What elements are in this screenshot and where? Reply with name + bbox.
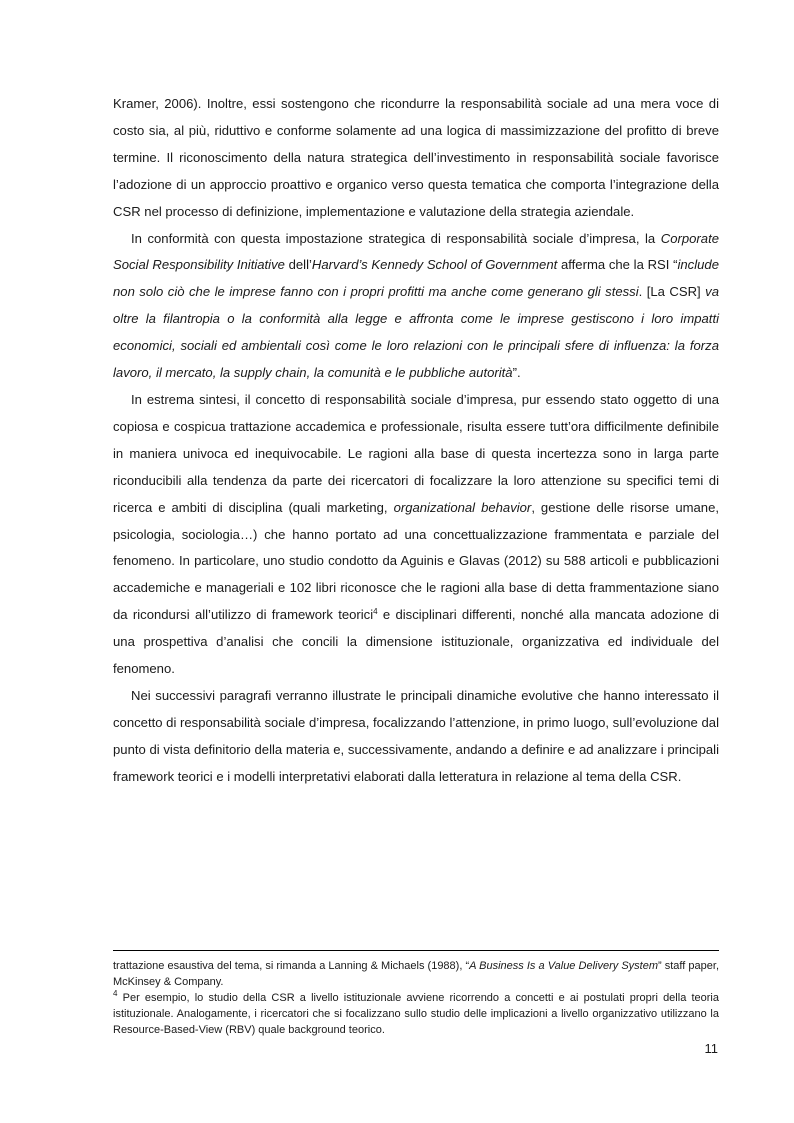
paragraph-2-italic-4: va oltre la filantropia o la conformità alla legge e affronta come le imprese gestiscono i loro impatti economici, sociali ed ambientali così come le loro relazioni con le principali sfere di influenza: la forza lavoro, il mercato, la supply chain, la comunità e le pubbliche autorità bbox=[113, 284, 720, 381]
paragraph-3-text-1: In estrema sintesi, il concetto di responsabilità sociale d’impresa, pur essendo stato oggetto di una copiosa e cospicua trattazione accademica e professionale, risulta essere tutt’ora difficilmente definibile in maniera univoca ed inequivocabile. Le ragioni alla base di questa incertezza sono in larga parte riconducibili alla tendenza da parte dei ricercatori di focalizzare la loro attenzione su specifici temi di ricerca e ambiti di disciplina (quali marketing, bbox=[113, 391, 719, 515]
paragraph-1 bbox=[113, 91, 719, 226]
document-body bbox=[113, 91, 719, 791]
footnote-4-text: Per esempio, lo studio della CSR a livello istituzionale avviene ricorrendo a concetti e ai postulati propri della teoria istituzionale. Analogamente, i ricercatori che si focalizzano sullo studio delle implicazioni a livello organizzativo utilizzano la Resource-Based-View (RBV) quale background teorico. bbox=[113, 992, 719, 1036]
paragraph-2-text-4: . [La CSR] bbox=[638, 284, 706, 300]
paragraph-2-text-1: In conformità con questa impostazione strategica di responsabilità sociale d’impresa, la bbox=[131, 230, 661, 246]
footnote-cont-text-2: ” staff paper, McKinsey & Company. bbox=[113, 960, 719, 988]
paragraph-1-text: Kramer, 2006). Inoltre, essi sostengono che ricondurre la responsabilità sociale ad una mera voce di costo sia, al più, riduttivo e conforme solamente ad una logica di massimizzazione del profitto di breve termine. Il riconoscimento della natura strategica dell’investimento in responsabilità sociale favorisce l’adozione di un approccio proattivo e organico verso questa tematica che comporta l’integrazione della CSR nel processo di definizione, implementazione e valutazione della strategia aziendale. bbox=[113, 96, 719, 219]
paragraph-2-text-5: ”. bbox=[512, 365, 521, 381]
paragraph-3 bbox=[113, 387, 719, 683]
footnote-separator bbox=[113, 950, 719, 951]
footnotes bbox=[113, 958, 719, 1038]
paragraph-4-text: Nei successivi paragrafi verranno illustrate le principali dinamiche evolutive che hanno interessato il concetto di responsabilità sociale d’impresa, focalizzando l’attenzione, in primo luogo, sull’evoluzione dal punto di vista definitorio della materia e, successivamente, andando a definire e ad analizzare i principali framework teorici e i modelli interpretativi elaborati dalla letteratura in relazione al tema della CSR. bbox=[113, 687, 719, 784]
footnote-reference-4[interactable]: 4 bbox=[373, 607, 378, 617]
footnote-4-number: 4 bbox=[113, 989, 118, 998]
paragraph-3-text-2: , gestione delle risorse umane, psicologia, sociologia…) che hanno portato ad una concettualizzazione frammentata e parziale del fenomeno. In particolare, uno studio condotto da Aguinis e Glavas (2012) su 588 articoli e pubblicazioni accademiche e manageriali e 102 libri riconosce che le ragioni alla base di detta frammentazione siano da ricondursi all’utilizzo di framework teorici bbox=[113, 499, 719, 623]
paragraph-2-italic-1: Corporate Social Responsibility Initiative bbox=[113, 230, 719, 273]
paragraph-2-text-3: afferma che la RSI “ bbox=[557, 257, 678, 273]
footnote-4 bbox=[113, 990, 719, 1038]
paragraph-3-text-3: e disciplinari differenti, nonché alla mancata adozione di una prospettiva d’analisi che concili la dimensione istituzionale, organizzativa ed individuale del fenomeno. bbox=[113, 607, 719, 677]
paragraph-4 bbox=[113, 683, 719, 791]
footnote-cont-text-1: trattazione esaustiva del tema, si rimanda a Lanning & Michaels (1988), “ bbox=[113, 960, 470, 972]
paragraph-3-italic-1: organizational behavior bbox=[393, 499, 532, 515]
paragraph-2 bbox=[113, 226, 719, 387]
paragraph-2-text-2: dell’ bbox=[284, 257, 312, 273]
footnote-continuation bbox=[113, 958, 719, 990]
footnote-cont-italic: A Business Is a Value Delivery System bbox=[469, 960, 658, 972]
paragraph-2-italic-2: Harvard’s Kennedy School of Government bbox=[311, 257, 558, 273]
page-number: 11 bbox=[704, 1041, 718, 1056]
paragraph-2-italic-3: include non solo ciò che le imprese fanno con i propri profitti ma anche come generano gli stessi bbox=[113, 257, 719, 300]
